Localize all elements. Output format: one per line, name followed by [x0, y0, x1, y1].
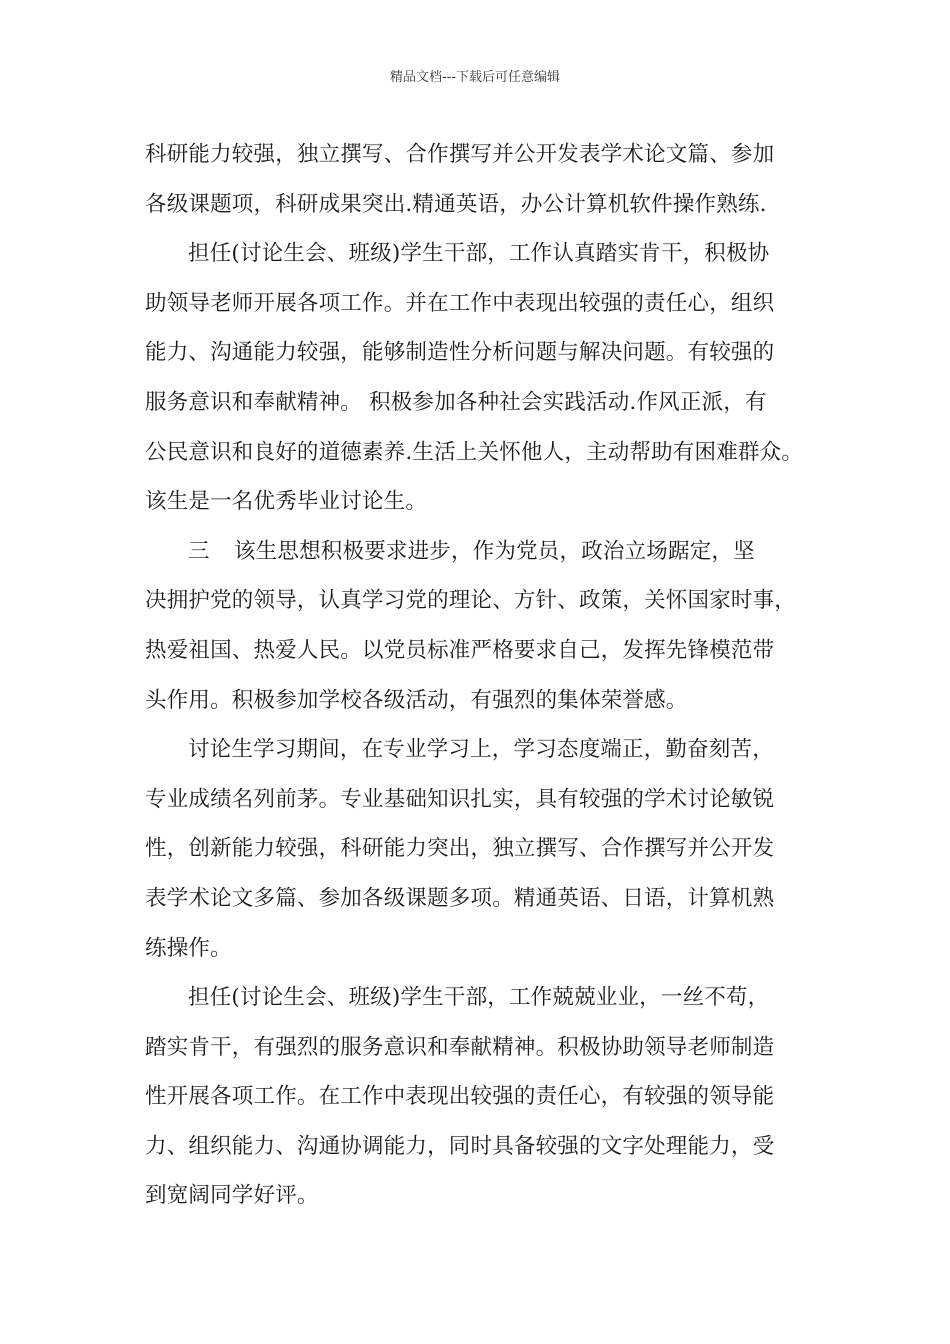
- text-line-7: 公民意识和良好的道德素养.生活上关怀他人，主动帮助有困难群众。: [145, 439, 804, 465]
- text-line-5: 能力、沟通能力较强，能够制造性分析问题与解决问题。有较强的: [145, 340, 775, 366]
- document-body: [145, 130, 825, 1221]
- text-line-11: 热爱祖国、热爱人民。以党员标准严格要求自己，发挥先锋模范带: [145, 637, 775, 663]
- text-line-18: 担任(讨论生会、班级)学生干部，工作兢兢业业，一丝不苟，: [188, 985, 770, 1011]
- text-line-15: 性，创新能力较强，科研能力突出，独立撰写、合作撰写并公开发: [145, 836, 775, 862]
- text-line-13: 讨论生学习期间，在专业学习上，学习态度端正，勤奋刻苦，: [188, 737, 774, 763]
- text-line-10: 决拥护党的领导，认真学习党的理论、方针、政策，关怀国家时事，: [145, 588, 797, 614]
- text-line-12: 头作用。积极参加学校各级活动，有强烈的集体荣誉感。: [145, 687, 688, 713]
- text-line-9: [145, 527, 825, 577]
- text-line-6: 服务意识和奉献精神。 积极参加各种社会实践活动.作风正派，有: [145, 389, 767, 415]
- page-header: 精品文档---下载后可任意编辑: [389, 70, 561, 85]
- text-line-1: 科研能力较强，独立撰写、合作撰写并公开发表学术论文篇、参加: [145, 142, 775, 167]
- text-line-3: 担任(讨论生会、班级)学生干部，工作认真踏实肯干，积极协: [188, 241, 770, 267]
- text-line-8: 该生是一名优秀毕业讨论生。: [145, 489, 428, 515]
- section-number: 三: [188, 538, 210, 564]
- text-line-2: 各级课题项，科研成果突出.精通英语，办公计算机软件操作熟练.: [145, 191, 767, 217]
- text-line-19: 踏实肯干，有强烈的服务意识和奉献精神。积极协助领导老师制造: [145, 1034, 775, 1060]
- text-line-17: 练操作。: [145, 935, 232, 961]
- text-line-22: 到宽阔同学好评。: [145, 1183, 319, 1209]
- text-line-16: 表学术论文多篇、参加各级课题多项。精通英语、日语，计算机熟: [145, 885, 775, 911]
- text-line-14: 专业成绩名列前茅。专业基础知识扎实，具有较强的学术讨论敏锐: [145, 786, 775, 812]
- text-line-9-body: 该生思想积极要求进步，作为党员，政治立场踞定，坚: [234, 538, 755, 564]
- text-line-20: 性开展各项工作。在工作中表现出较强的责任心，有较强的领导能: [145, 1084, 775, 1110]
- text-line-21: 力、组织能力、沟通协调能力，同时具备较强的文字处理能力，受: [145, 1133, 775, 1159]
- text-line-4: 助领导老师开展各项工作。并在工作中表现出较强的责任心，组织: [145, 290, 775, 316]
